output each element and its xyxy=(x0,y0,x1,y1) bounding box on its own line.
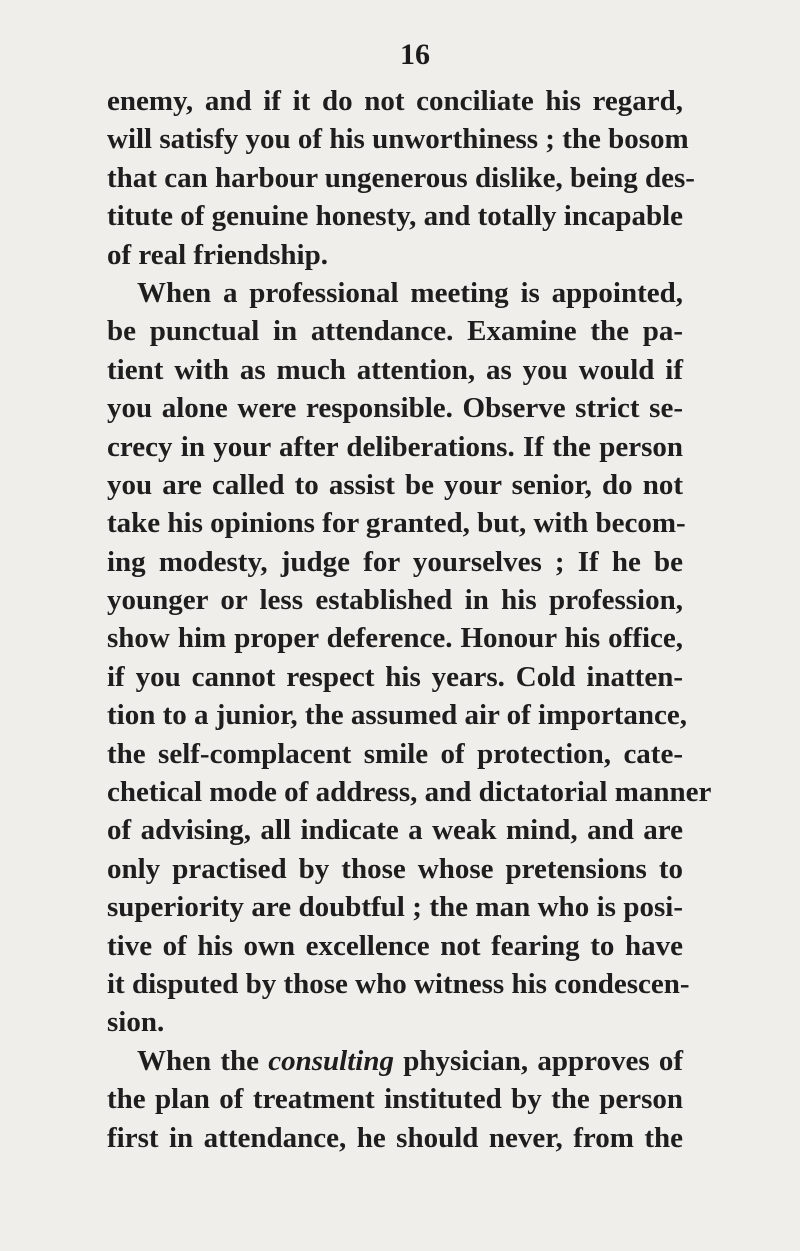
text-line: ing modesty, judge for yourselves ; If he be xyxy=(107,545,683,578)
text-line: enemy, and if it do not conciliate his regard, xyxy=(107,85,683,117)
text-line: it disputed by those who witness his condescen- xyxy=(107,967,690,1000)
text-line: titute of genuine honesty, and totally incapable xyxy=(107,200,684,233)
text-line: of real friendship. xyxy=(107,238,328,271)
text-line: the self-complacent smile of protection, cate- xyxy=(107,737,683,770)
text-line: younger or less established in his profession, xyxy=(107,584,683,617)
italic-word: consulting xyxy=(268,1044,394,1077)
text-line: tive of his own excellence not fearing to have xyxy=(107,929,683,962)
text-line: the plan of treatment instituted by the person xyxy=(107,1083,683,1116)
body-text xyxy=(107,82,712,1157)
text-line: if you cannot respect his years. Cold inatten- xyxy=(107,660,683,693)
text-line: will satisfy you of his unworthiness ; the bosom xyxy=(107,123,689,156)
text-line: chetical mode of address, and dictatorial manner xyxy=(107,776,712,809)
text-line xyxy=(107,1042,683,1080)
text-fragment: physician, approves of xyxy=(393,1044,683,1077)
text-line: superiority are doubtful ; the man who is posi- xyxy=(107,891,683,924)
text-line: crecy in your after deliberations. If the person xyxy=(107,430,683,463)
text-line: take his opinions for granted, but, with becom- xyxy=(107,507,686,540)
text-line: tion to a junior, the assumed air of importance, xyxy=(107,699,687,732)
text-line: you alone were responsible. Observe strict se- xyxy=(107,392,683,425)
text-line: tient with as much attention, as you would if xyxy=(107,353,683,386)
text-line: only practised by those whose pretensions to xyxy=(107,852,683,885)
text-line: first in attendance, he should never, from the xyxy=(107,1121,683,1154)
text-line: you are called to assist be your senior, do not xyxy=(107,468,683,501)
text-line: When a professional meeting is appointed, xyxy=(137,276,683,309)
text-line: show him proper deference. Honour his office, xyxy=(107,622,683,655)
text-line: of advising, all indicate a weak mind, and are xyxy=(107,814,683,847)
text-line: that can harbour ungenerous dislike, being des- xyxy=(107,161,695,194)
text-line: sion. xyxy=(107,1006,165,1039)
text-fragment: When the xyxy=(137,1044,269,1077)
page-number: 16 xyxy=(400,38,430,71)
text-line: be punctual in attendance. Examine the pa- xyxy=(107,315,683,348)
